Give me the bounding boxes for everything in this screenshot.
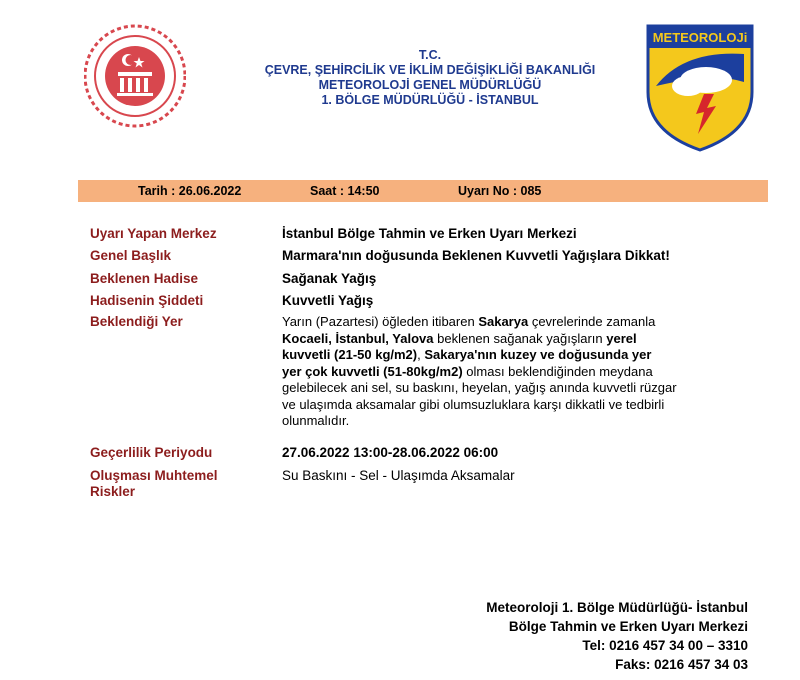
institution-header <box>200 48 660 108</box>
place-highlight: yerel <box>606 330 637 346</box>
place-text: , <box>417 347 425 362</box>
meteoroloji-shield-logo <box>644 22 756 152</box>
field-value-validity: 27.06.2022 13:00-28.06.2022 06:00 <box>282 445 499 460</box>
footer-fax: Faks: 0216 457 34 03 <box>615 657 748 672</box>
place-text: gelebilecek ani sel, su baskını, heyelan, yağış anında kuvvetli rüzgar <box>282 380 677 395</box>
place-text: beklenen sağanak yağışların <box>433 330 607 346</box>
field-label-severity: Hadisenin Şiddeti <box>90 293 204 308</box>
place-text: olması beklendiğinden meydana <box>462 363 653 379</box>
field-value-place <box>282 314 752 430</box>
footer-center: Bölge Tahmin ve Erken Uyarı Merkezi <box>508 619 748 634</box>
warning-info-bar <box>78 180 768 202</box>
field-label-center: Uyarı Yapan Merkez <box>90 226 217 241</box>
contact-footer <box>486 598 748 674</box>
field-value-title: Marmara'nın doğusunda Beklenen Kuvvetli Yağışlara Dikkat! <box>282 248 670 263</box>
risk-label-line: Riskler <box>90 484 136 499</box>
field-label-title: Genel Başlık <box>90 248 172 263</box>
risk-label-line: Oluşması Muhtemel <box>90 468 218 483</box>
footer-phone: Tel: 0216 457 34 00 – 3310 <box>582 638 748 653</box>
warning-number: Uyarı No : 085 <box>458 184 542 198</box>
place-highlight: Sakarya'nın kuzey ve doğusunda yer <box>424 347 652 362</box>
place-text: olunmalıdır. <box>282 413 350 428</box>
header-line-tc: T.C. <box>418 48 442 62</box>
place-highlight: yer çok kuvvetli (51-80kg/m2) <box>282 363 463 379</box>
place-text: ve ulaşımda aksamalar gibi olumsuzluklara karşı dikkatli ve tedbirli <box>282 396 665 412</box>
warning-date: Tarih : 26.06.2022 <box>138 184 242 198</box>
field-label-risks <box>90 468 275 500</box>
place-highlight: Kocaeli, İstanbul, Yalova <box>282 330 434 346</box>
place-highlight: kuvvetli (21-50 kg/m2) <box>282 347 418 362</box>
footer-directorate: Meteoroloji 1. Bölge Müdürlüğü- İstanbul <box>486 600 748 615</box>
ministry-seal-logo <box>84 24 186 128</box>
field-value-event: Sağanak Yağış <box>282 271 377 286</box>
place-text: çevrelerinde zamanla <box>528 314 656 329</box>
field-label-event: Beklenen Hadise <box>90 271 199 286</box>
logo-text: METEOROLOJi <box>652 30 748 45</box>
header-line-general-directorate: METEOROLOJİ GENEL MÜDÜRLÜĞÜ <box>318 78 542 92</box>
field-value-risks: Su Baskını - Sel - Ulaşımda Aksamalar <box>282 468 515 483</box>
place-highlight: Sakarya <box>478 314 529 329</box>
field-value-center: İstanbul Bölge Tahmin ve Erken Uyarı Merkezi <box>282 226 577 241</box>
field-label-place: Beklendiği Yer <box>90 314 183 329</box>
field-label-validity: Geçerlilik Periyodu <box>90 445 213 460</box>
header-line-regional-directorate: 1. BÖLGE MÜDÜRLÜĞÜ - İSTANBUL <box>321 93 539 107</box>
header-line-ministry: ÇEVRE, ŞEHİRCİLİK VE İKLİM DEĞİŞİKLİĞİ BAKANLIĞI <box>264 63 596 77</box>
warning-time: Saat : 14:50 <box>310 184 380 198</box>
field-value-severity: Kuvvetli Yağış <box>282 293 374 308</box>
place-text: Yarın (Pazartesi) öğleden itibaren <box>282 314 479 329</box>
